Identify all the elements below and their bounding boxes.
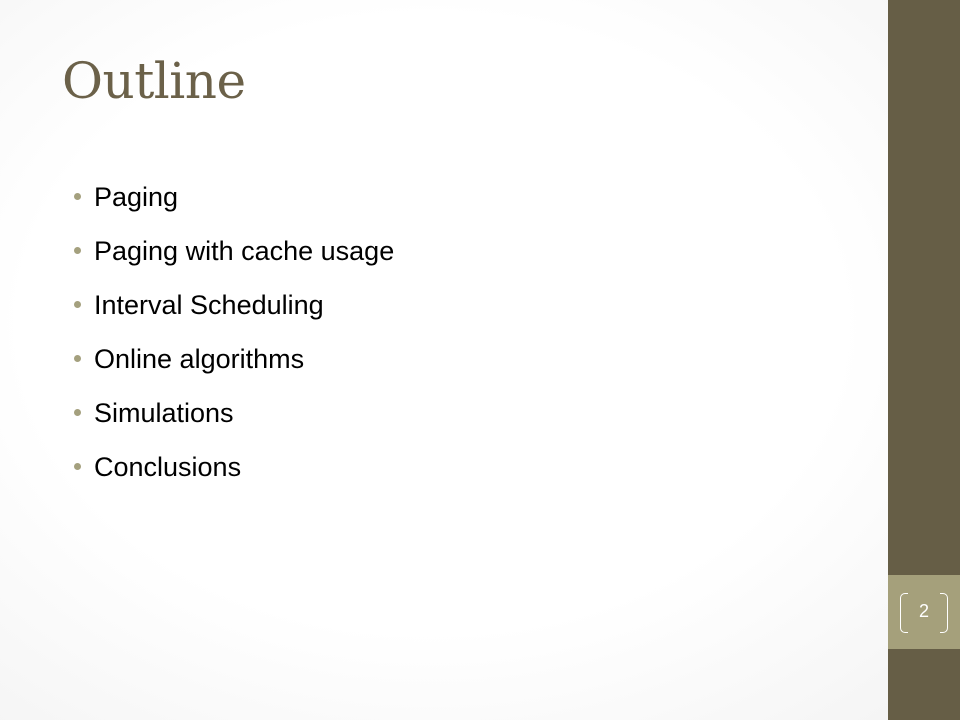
bullet-dot-icon [74, 409, 81, 416]
bullet-dot-icon [74, 247, 81, 254]
bullet-text: Paging with cache usage [94, 236, 395, 266]
bullet-item-paging [72, 175, 394, 229]
bullet-dot-icon [74, 193, 81, 200]
bullet-item-online-algorithms [72, 337, 394, 391]
bullet-text: Online algorithms [94, 344, 305, 374]
bullet-item-interval-scheduling [72, 283, 394, 337]
slide-title: Outline [62, 52, 246, 110]
bullet-item-paging-cache [72, 229, 394, 283]
page-number: 2 [918, 601, 929, 621]
bullet-dot-icon [74, 355, 81, 362]
right-bracket-icon [940, 593, 948, 633]
page-number-box [888, 575, 960, 649]
bullet-list [72, 175, 394, 499]
bullet-item-simulations [72, 391, 394, 445]
bullet-dot-icon [74, 301, 81, 308]
bullet-dot-icon [74, 463, 81, 470]
bullet-text: Interval Scheduling [94, 290, 324, 320]
bullet-text: Simulations [94, 398, 234, 428]
bullet-text: Paging [94, 182, 179, 212]
bullet-text: Conclusions [94, 452, 242, 482]
bullet-item-conclusions [72, 445, 394, 499]
